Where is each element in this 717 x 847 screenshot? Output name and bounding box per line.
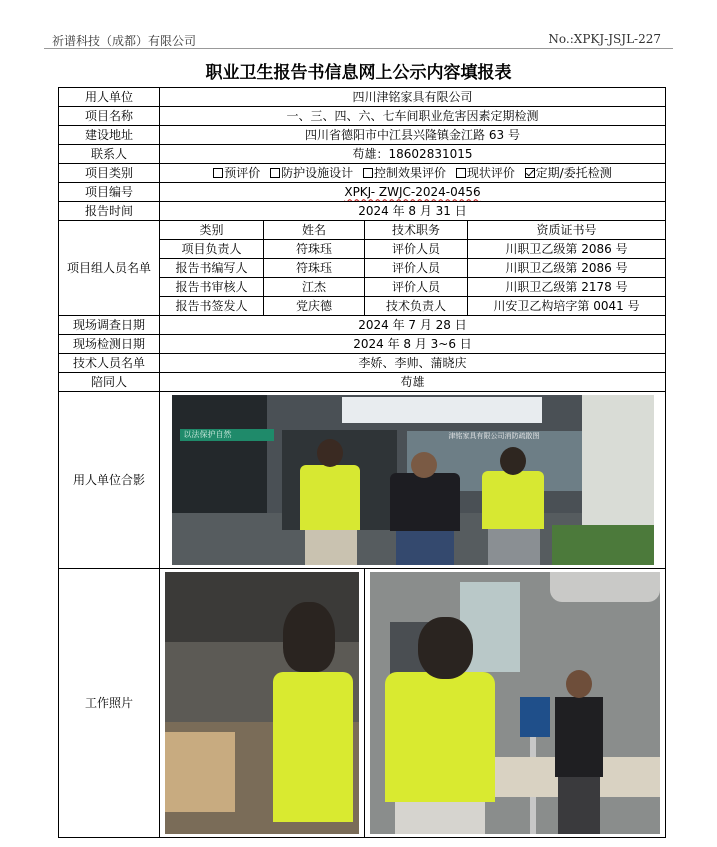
person-3-legs [488,529,540,565]
contact-label: 联系人 [59,145,160,164]
group-photo-cell [160,392,666,569]
tech-staff-value: 李娇、李帅、蒲晓庆 [160,354,666,373]
team-header-title: 技术职务 [365,221,468,240]
photo-notice-board: 津铭家具有限公司消防疏散图 [407,431,582,491]
member-certificate: 川职卫乙级第 2178 号 [468,278,666,297]
team-label: 项目组人员名单 [59,221,160,316]
category-option-control[interactable]: 控制效果评价 [363,166,446,180]
photo-instrument [520,697,550,737]
group-photo [172,395,654,565]
photo-right-wall [582,395,654,525]
person-1-head [317,439,343,467]
worker-head [418,617,473,679]
checkbox-icon [363,168,373,178]
person-head [566,670,592,698]
member-title: 评价人员 [365,278,468,297]
worker-vest [385,672,495,802]
worker-legs [395,802,485,834]
photo-green-sign: 以法保护自然 [180,429,274,441]
checkbox-icon [456,168,466,178]
company-header: 祈谱科技（成都）有限公司 [52,34,197,48]
member-role: 项目负责人 [160,240,264,259]
member-name: 符珠珏 [264,259,365,278]
photo-wood-stack [165,732,235,812]
photo-grass [552,525,654,565]
page-title: 职业卫生报告书信息网上公示内容填报表 [205,63,512,83]
team-header-row [59,221,666,240]
member-role: 报告书签发人 [160,297,264,316]
person-3-head [500,447,526,475]
category-option-status[interactable]: 现状评价 [456,166,515,180]
category-label: 项目类别 [59,164,160,183]
photo-safety-signs [342,397,542,423]
row-test-date [59,335,666,354]
row-address [59,126,666,145]
row-project-no [59,183,666,202]
photo-pipe [550,572,660,602]
employer-value: 四川津铭家具有限公司 [160,88,666,107]
row-group-photo [59,392,666,569]
work-photo-cell-1 [160,569,365,838]
row-work-photos [59,569,666,838]
project-name-value: 一、三、四、六、七车间职业危害因素定期检测 [160,107,666,126]
row-survey-date [59,316,666,335]
team-header-category: 类别 [160,221,264,240]
test-date-value: 2024 年 8 月 3~6 日 [160,335,666,354]
row-category [59,164,666,183]
team-header-name: 姓名 [264,221,365,240]
member-title: 评价人员 [365,259,468,278]
survey-date-label: 现场调查日期 [59,316,160,335]
member-certificate: 川职卫乙级第 2086 号 [468,240,666,259]
member-certificate: 川安卫乙构培字第 0041 号 [468,297,666,316]
address-label: 建设地址 [59,126,160,145]
person-1-legs [305,530,357,565]
category-option-periodic[interactable]: 定期/委托检测 [525,166,612,180]
report-time-value: 2024 年 8 月 31 日 [160,202,666,221]
row-contact [59,145,666,164]
work-photo-cell-2 [365,569,666,838]
row-escort [59,373,666,392]
group-photo-label: 用人单位合影 [59,392,160,569]
member-title: 评价人员 [365,240,468,259]
work-photo-2 [370,572,660,834]
person-1-vest [300,465,360,530]
address-value: 四川省德阳市中江县兴隆镇金江路 63 号 [160,126,666,145]
member-role: 报告书审核人 [160,278,264,297]
employer-label: 用人单位 [59,88,160,107]
category-option-pre[interactable]: 预评价 [213,166,260,180]
row-tech-staff [59,354,666,373]
contact-value: 苟雄：18602831015 [160,145,666,164]
member-name: 江杰 [264,278,365,297]
member-certificate: 川职卫乙级第 2086 号 [468,259,666,278]
row-report-time [59,202,666,221]
checkbox-icon [270,168,280,178]
test-date-label: 现场检测日期 [59,335,160,354]
worker-vest [273,672,353,822]
project-no-value: XPKJ- ZWJC-2024-0456 [160,183,666,202]
person-black-shirt [555,697,603,777]
project-no-label: 项目编号 [59,183,160,202]
checked-checkbox-icon [525,168,535,178]
person-3-vest [482,471,544,529]
member-role: 报告书编写人 [160,259,264,278]
escort-value: 苟雄 [160,373,666,392]
row-project-name [59,107,666,126]
header-divider [44,48,673,49]
row-employer [59,88,666,107]
document-number: No.:XPKJ-JSJL-227 [548,32,661,46]
escort-label: 陪同人 [59,373,160,392]
member-title: 技术负责人 [365,297,468,316]
member-name: 党庆德 [264,297,365,316]
person-2-head [411,452,437,478]
checkbox-icon [213,168,223,178]
report-time-label: 报告时间 [59,202,160,221]
category-option-design[interactable]: 防护设施设计 [270,166,353,180]
category-options [160,164,666,183]
team-header-certificate: 资质证书号 [468,221,666,240]
info-form-table [58,87,666,838]
worker-head [283,602,335,672]
project-name-label: 项目名称 [59,107,160,126]
member-name: 符珠珏 [264,240,365,259]
tech-staff-label: 技术人员名单 [59,354,160,373]
person-2-shirt [390,473,460,531]
survey-date-value: 2024 年 7 月 28 日 [160,316,666,335]
person-legs [558,777,600,834]
work-photo-label: 工作照片 [59,569,160,838]
person-2-legs [396,531,454,565]
work-photo-1 [165,572,359,834]
